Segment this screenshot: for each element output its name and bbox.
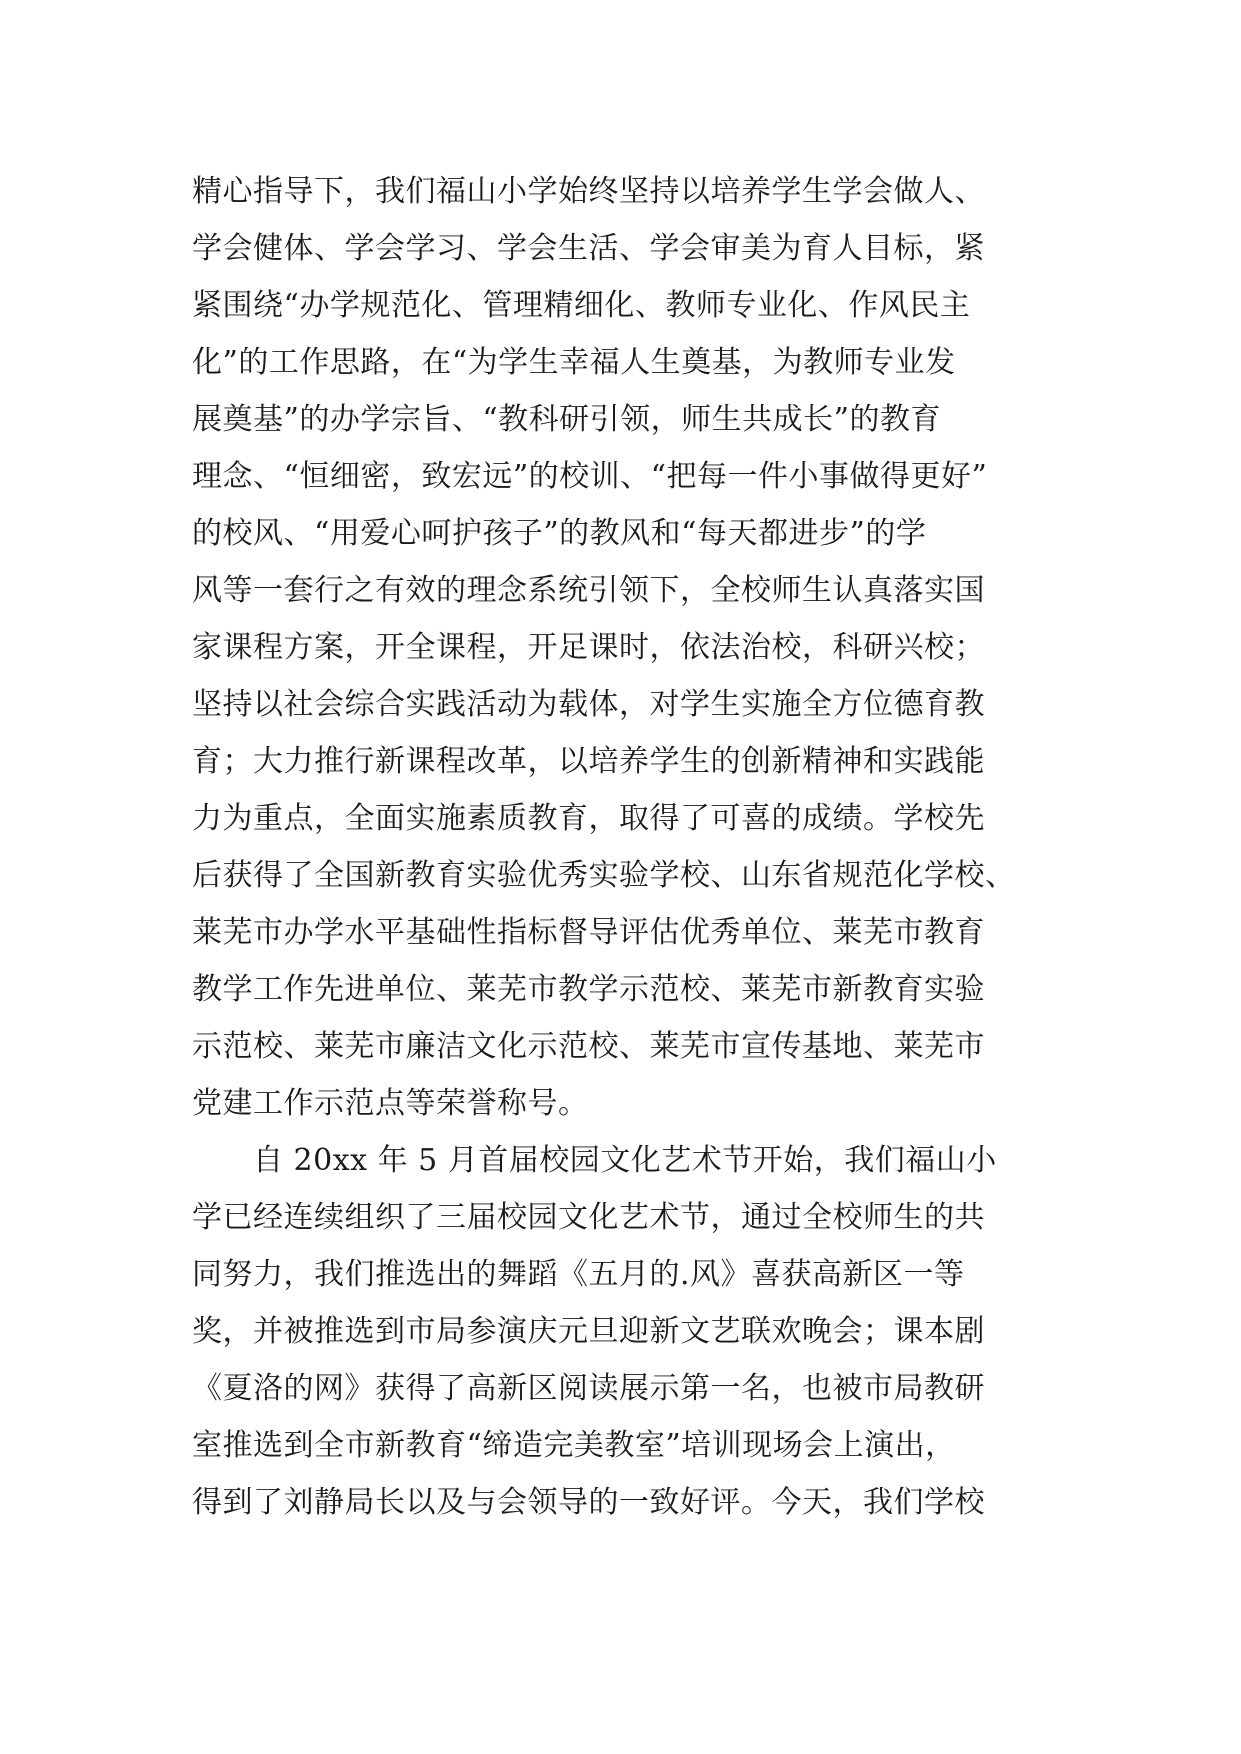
text-line: 示范校、莱芜市廉洁文化示范校、莱芜市宣传基地、莱芜市 [192,1029,985,1064]
text-line: 的校风、“用爱心呵护孩子”的教风和“每天都进步”的学 [192,516,927,551]
text-line: 育；大力推行新课程改革，以培养学生的创新精神和实践能 [192,744,985,779]
text-line: 展奠基”的办学宗旨、“教科研引领，师生共成长”的教育 [192,402,942,437]
text-line: 后获得了全国新教育实验优秀实验学校、山东省规范化学校、 [192,858,1016,893]
text-line: 家课程方案，开全课程，开足课时，依法治校，科研兴校； [192,630,985,665]
text-line: 室推选到全市新教育“缔造完美教室”培训现场会上演出， [192,1428,956,1463]
text-line: 奖，并被推选到市局参演庆元旦迎新文艺联欢晚会；课本剧 [192,1314,985,1349]
text-line: 《夏洛的网》获得了高新区阅读展示第一名，也被市局教研 [192,1371,985,1406]
text-line: 化”的工作思路，在“为学生幸福人生奠基，为教师专业发 [192,345,956,380]
text-line: 风等一套行之有效的理念系统引领下，全校师生认真落实国 [192,573,985,608]
text-line: 得到了刘静局长以及与会领导的一致好评。今天，我们学校 [192,1485,985,1520]
text-line: 学会健体、学会学习、学会生活、学会审美为育人目标，紧 [192,231,985,266]
text-line: 坚持以社会综合实践活动为载体，对学生实施全方位德育教 [192,687,985,722]
text-line: 莱芜市办学水平基础性指标督导评估优秀单位、莱芜市教育 [192,915,985,950]
text-line: 教学工作先进单位、莱芜市教学示范校、莱芜市新教育实验 [192,972,985,1007]
text-line: 同努力，我们推选出的舞蹈《五月的.风》喜获高新区一等 [192,1257,965,1292]
text-line: 精心指导下，我们福山小学始终坚持以培养学生学会做人、 [192,174,985,209]
body-text [192,163,1072,1531]
text-line: 学已经连续组织了三届校园文化艺术节，通过全校师生的共 [192,1200,985,1235]
text-line: 自 20xx 年 5 月首届校园文化艺术节开始，我们福山小 [192,1143,997,1178]
text-line: 理念、“恒细密，致宏远”的校训、“把每一件小事做得更好” [192,459,988,494]
text-line: 紧围绕“办学规范化、管理精细化、教师专业化、作风民主 [192,288,971,323]
text-line: 力为重点，全面实施素质教育，取得了可喜的成绩。学校先 [192,801,985,836]
text-line: 党建工作示范点等荣誉称号。 [192,1086,589,1121]
